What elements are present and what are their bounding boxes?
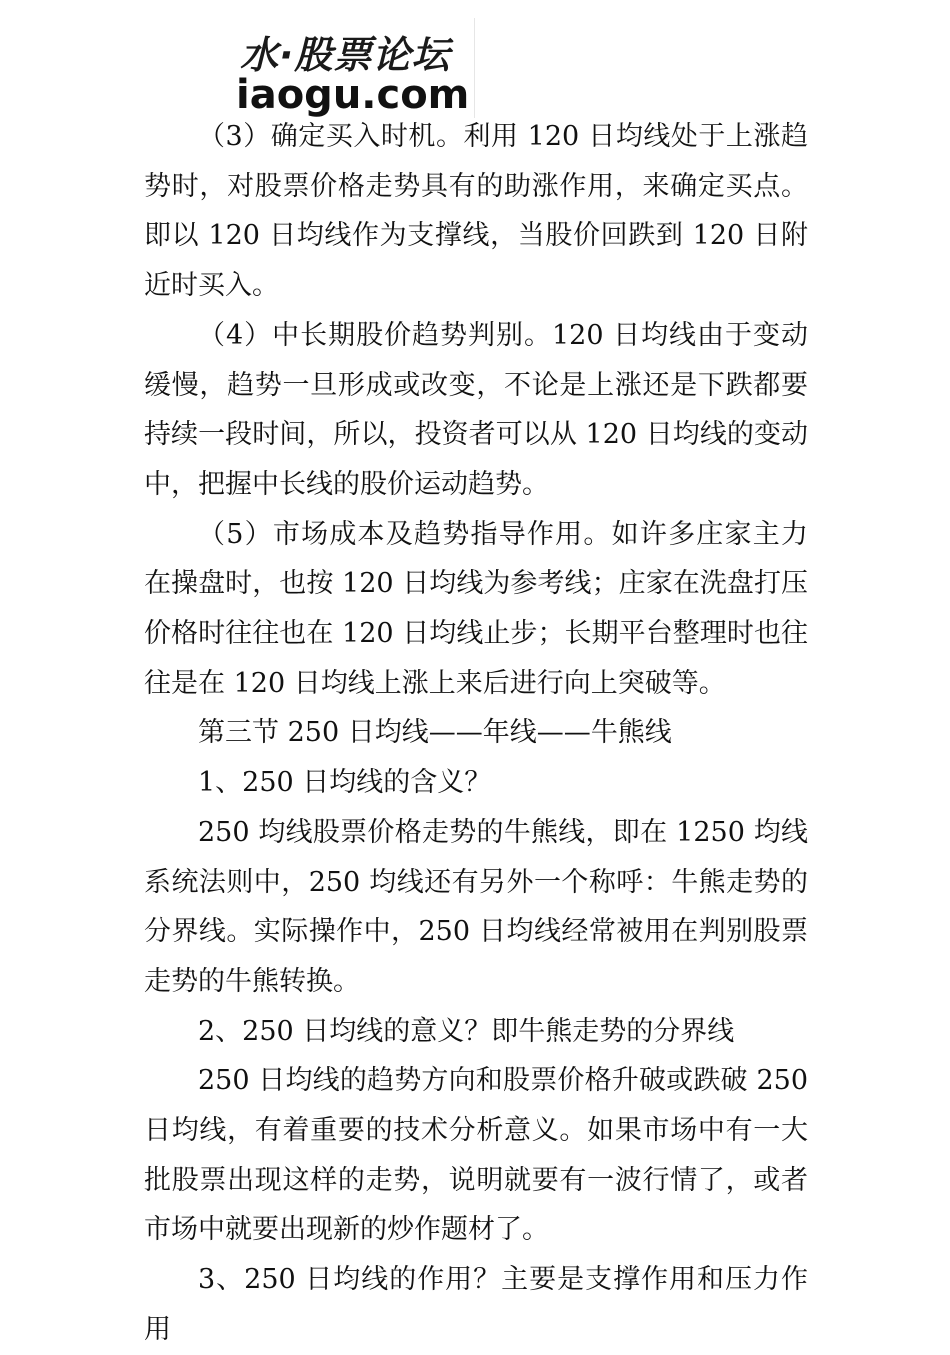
paragraph-market-cost: （5）市场成本及趋势指导作用。如许多庄家主力在操盘时，也按 120 日均线为参考线；庄家在洗盘打压价格时往往也在 120 日均线止步；长期平台整理时也往往是在 120 日均线上涨上来后进行向上突破等。 [144, 518, 808, 699]
document-body [144, 112, 808, 1355]
paragraph-buy-timing: （3）确定买入时机。利用 120 日均线处于上涨趋势时，对股票价格走势具有的助涨作用，来确定买点。即以 120 日均线作为支撑线，当股价回跌到 120 日附近时买入。 [144, 121, 808, 302]
watermark-logo [234, 18, 475, 118]
section-heading: 第三节 250 日均线——年线——牛熊线 [198, 717, 672, 749]
watermark-text-chinese: 水·股票论坛 [240, 33, 451, 77]
paragraph-meaning: 250 均线股票价格走势的牛熊线，即在 1250 均线系统法则中，250 均线还有另外一个称呼：牛熊走势的分界线。实际操作中，250 日均线经常被用在判别股票走势的牛熊转换。 [144, 816, 808, 997]
question-meaning: 1、250 日均线的含义？ [198, 767, 492, 799]
paragraph-significance: 250 日均线的趋势方向和股票价格升破或跌破 250 日均线，有着重要的技术分析意义。如果市场中有一大批股票出现这样的走势，说明就要有一波行情了，或者市场中就要出现新的炒作题材了。 [144, 1065, 808, 1246]
paragraph-trend-judgement: （4）中长期股价趋势判别。120 日均线由于变动缓慢，趋势一旦形成或改变，不论是上涨还是下跌都要持续一段时间，所以，投资者可以从 120 日均线的变动中，把握中长线的股价运动趋势。 [144, 319, 808, 500]
question-significance: 2、250 日均线的意义？即牛熊走势的分界线 [198, 1015, 735, 1047]
question-function: 3、250 日均线的作用？主要是支撑作用和压力作用 [144, 1264, 808, 1345]
watermark-text-url: iaogu.com [236, 72, 470, 118]
